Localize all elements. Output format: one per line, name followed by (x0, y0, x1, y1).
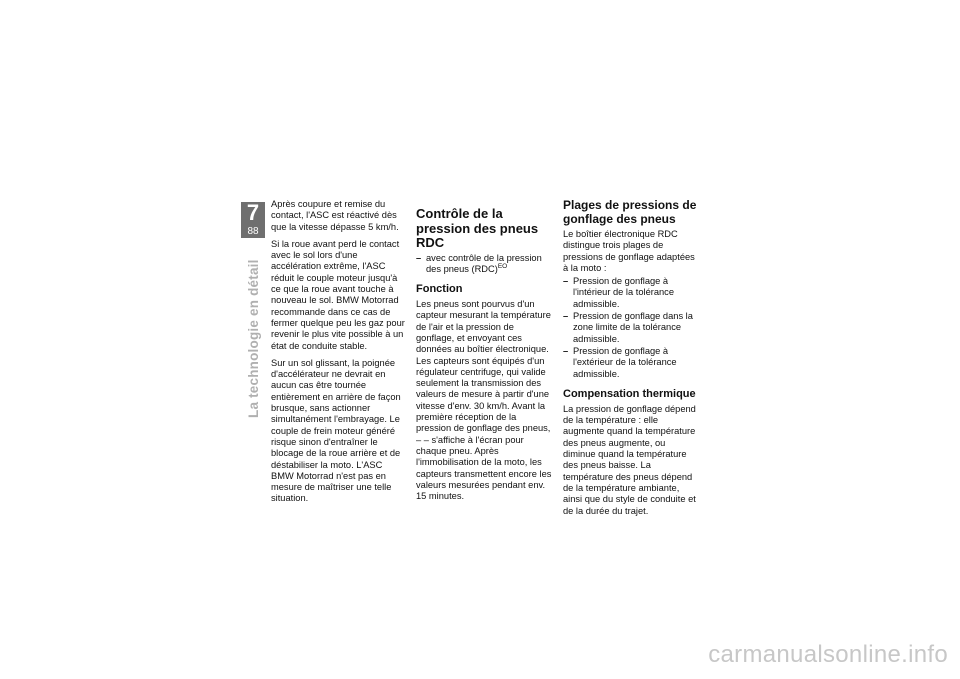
chapter-title-vertical: La technologie en détail (246, 259, 261, 418)
paragraph-asc-reactivation: Après coupure et remise du contact, l'ASC est réactivé dès que la vitesse dépasse 5 km/h. (271, 199, 399, 232)
list-item: – Pression de gonflage à l'intérieur de la tolérance admissible. (563, 276, 700, 310)
watermark: carmanualsonline.info (708, 641, 948, 668)
paragraph-front-wheel-lift: Si la roue avant perd le contact avec le sol lors d'une accélération extrême, l'ASC réduit le couple moteur jusqu'à ce que la roue avant touche à nouveau le sol. BMW Motorrad recommande dans ce cas de fermer quelque peu les gaz pour revenir le plus vite possible à un état de conduite stable. (271, 238, 405, 351)
column-2 (416, 199, 553, 502)
chapter-tab (241, 202, 265, 238)
equipment-list (416, 253, 553, 276)
subheading-fonction: Fonction (416, 283, 463, 296)
paragraph-pressure-intro: Le boîtier électronique RDC distingue trois plages de pressions de gonflage adaptées à la moto : (563, 229, 695, 273)
subheading-thermal-compensation: Compensation thermique (563, 387, 696, 400)
list-item-text: avec contrôle de la pression des pneus (RDC) (426, 252, 542, 274)
list-item: – Pression de gonflage à l'extérieur de la tolérance admissible. (563, 346, 700, 380)
section-heading-rdc: Contrôle de la pression des pneus RDC (416, 206, 539, 250)
chapter-number: 7 (246, 200, 260, 225)
list-item (416, 253, 553, 276)
paragraph-slippery-surface: Sur un sol glissant, la poignée d'accélérateur ne devrait en aucun cas être tournée entièrement en arrière de façon brusque, sans actionner simultanément l'embrayage. Le couple de frein moteur généré risque sinon d'entraîner le blocage de la roue arrière et de déstabiliser la moto. L'ASC BMW Motorrad n'est pas en mesure de maîtriser une telle situation. (271, 357, 401, 504)
section-heading-pressure-ranges: Plages de pressions de gonflage des pneus (563, 198, 697, 226)
column-1 (271, 199, 407, 505)
list-item: – Pression de gonflage dans la zone limite de la tolérance admissible. (563, 311, 700, 345)
paragraph-thermal-compensation: La pression de gonflage dépend de la température : elle augmente quand la température des pneus augmente, ou diminue quand la température des pneus baisse. La température des pneus dépend de la température ambiante, ainsi que du style de conduite et de la durée du trajet. (563, 403, 696, 516)
paragraph-fonction: Les pneus sont pourvus d'un capteur mesurant la température de l'air et la pression de gonflage, et envoyant ces données au boîtier électronique. Les capteurs sont équipés d'un régulateur centrifuge, qui valide seulement la transmission des valeurs de mesure à partir d'une vitesse d'env. 30 km/h. Avant la première réception de la pression de gonflage des pneus, – – s'affiche à l'écran pour chaque pneu. Après l'immobilisation de la moto, les capteurs transmettent encore les valeurs mesurées pendant env. 15 minutes. (416, 299, 552, 502)
optional-equipment-marker: EO (497, 262, 508, 270)
page-number: 88 (247, 226, 259, 237)
pressure-range-list (563, 276, 700, 380)
column-3 (563, 199, 700, 517)
